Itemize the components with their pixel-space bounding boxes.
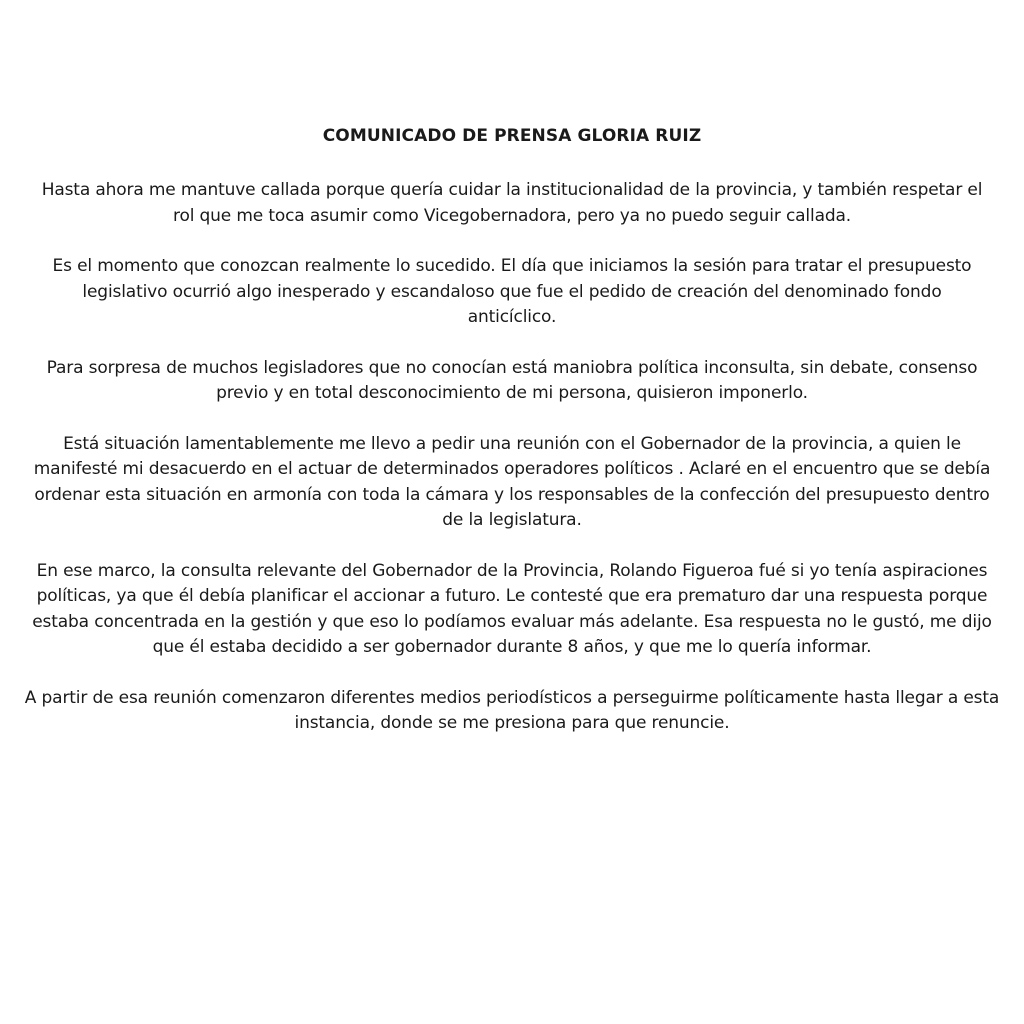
- paragraph-6: A partir de esa reunión comenzaron diferentes medios periodísticos a perseguirme políticamente hasta llegar a esta instancia, donde se me presiona para que renuncie.: [24, 687, 1000, 733]
- document-title: COMUNICADO DE PRENSA GLORIA RUIZ: [322, 126, 702, 146]
- press-release: [20, 124, 1004, 762]
- paragraph-1: Hasta ahora me mantuve callada porque quería cuidar la institucionalidad de la provincia, y también respetar el rol que me toca asumir como Vicegobernadora, pero ya no puedo seguir callada.: [41, 180, 983, 226]
- paragraph-2: Es el momento que conozcan realmente lo sucedido. El día que iniciamos la sesión para tratar el presupuesto legislativo ocurrió algo inesperado y escandaloso que fue el pedido de creación del denominado fondo anticíclico.: [52, 256, 972, 327]
- paragraph-4: Está situación lamentablemente me llevo a pedir una reunión con el Gobernador de la provincia, a quien le manifesté mi desacuerdo en el actuar de determinados operadores políticos . Aclaré en el encuentro que se debía ordenar esta situación en armonía con toda la cámara y los responsables de la confección del presupuesto dentro de la legislatura.: [33, 433, 991, 530]
- paragraph-3: Para sorpresa de muchos legisladores que no conocían está maniobra política inconsulta, sin debate, consenso previo y en total desconocimiento de mi persona, quisieron imponerlo.: [46, 357, 978, 403]
- paragraph-5: En ese marco, la consulta relevante del Gobernador de la Provincia, Rolando Figueroa fué si yo tenía aspiraciones políticas, ya que él debía planificar el accionar a futuro. Le contesté que era prematuro dar una respuesta porque estaba concentrada en la gestión y que eso lo podíamos evaluar más adelante. Esa respuesta no le gustó, me dijo que él estaba decidido a ser gobernador durante 8 años, y que me lo quería informar.: [32, 560, 992, 657]
